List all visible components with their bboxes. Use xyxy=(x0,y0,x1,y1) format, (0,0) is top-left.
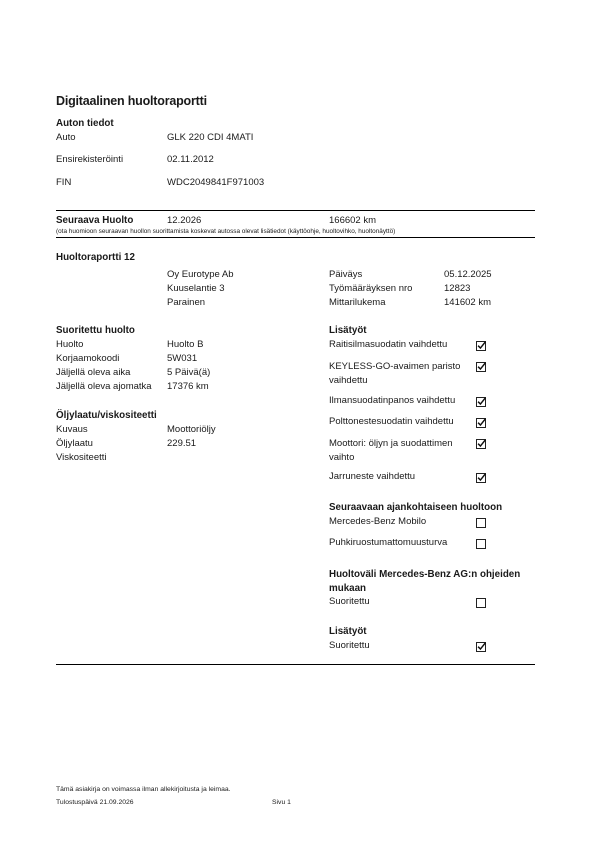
car-model-label: Auto xyxy=(56,132,76,143)
remaining-time-value: 5 Päivä(ä) xyxy=(167,367,211,378)
checkmark-icon xyxy=(477,397,486,406)
fin-value: WDC2049841F971003 xyxy=(167,177,265,188)
oil-quality-value: 229.51 xyxy=(167,438,197,449)
next-service-date: 12.2026 xyxy=(167,215,202,226)
extra-item-label: Ilmansuodatinpanos vaihdettu xyxy=(329,395,456,406)
checkbox-checked[interactable] xyxy=(476,418,486,428)
performed-service-heading: Suoritettu huolto xyxy=(56,325,135,336)
viscosity-label: Viskositeetti xyxy=(56,452,107,463)
checkbox-checked[interactable] xyxy=(476,362,486,372)
workshop-city: Parainen xyxy=(167,297,206,308)
checkbox-checked[interactable] xyxy=(476,642,486,652)
extra-work-heading: Lisätyöt xyxy=(329,325,367,336)
checkmark-icon xyxy=(477,439,486,448)
service-type-value: Huolto B xyxy=(167,339,204,350)
oil-description-value: Moottoriöljy xyxy=(167,424,216,435)
checkbox-checked[interactable] xyxy=(476,341,486,351)
checkmark-icon xyxy=(477,418,486,427)
remaining-time-label: Jäljellä oleva aika xyxy=(56,367,131,378)
extra-item-label: Jarruneste vaihdettu xyxy=(329,471,416,482)
oil-quality-label: Öljylaatu xyxy=(56,438,93,449)
interval-item-label: Suoritettu xyxy=(329,596,370,607)
document-title: Digitaalinen huoltoraportti xyxy=(56,94,207,108)
extra-item-label: KEYLESS-GO-avaimen paristo vaihdettu xyxy=(329,361,461,386)
checkbox-checked[interactable] xyxy=(476,439,486,449)
footer-disclaimer: Tämä asiakirja on voimassa ilman allekirjoitusta ja leimaa. xyxy=(56,786,231,793)
date-label: Päiväys xyxy=(329,269,363,280)
car-model-value: GLK 220 CDI 4MATI xyxy=(167,132,254,143)
remaining-distance-label: Jäljellä oleva ajomatka xyxy=(56,381,152,392)
upcoming-item-label: Puhkiruostumattomuusturva xyxy=(329,537,448,548)
checkmark-icon xyxy=(477,642,486,651)
checkbox-unchecked[interactable] xyxy=(476,539,486,549)
odometer-label: Mittarilukema xyxy=(329,297,386,308)
oil-heading: Öljylaatu/viskositeetti xyxy=(56,410,157,421)
footer-print-date: Tulostuspäivä 21.09.2026 xyxy=(56,799,134,806)
next-service-note: (ota huomioon seuraavan huollon suorittamista koskevat autossa olevat lisätiedot (käyttöohje, huoltovihko, huoltonäyttö) xyxy=(56,228,396,235)
checkmark-icon xyxy=(477,473,486,482)
car-details-heading: Auton tiedot xyxy=(56,118,114,129)
extra-item-label: Polttonestesuodatin vaihdettu xyxy=(329,416,454,427)
checkbox-checked[interactable] xyxy=(476,473,486,483)
extra-item-label: Raitisilmasuodatin vaihdettu xyxy=(329,339,448,350)
workshop-street: Kuuselantie 3 xyxy=(167,283,225,294)
next-service-label: Seuraava Huolto xyxy=(56,215,134,226)
checkmark-icon xyxy=(477,362,486,371)
service-type-label: Huolto xyxy=(56,339,84,350)
work-order-label: Työmääräyksen nro xyxy=(329,283,413,294)
workshop-code-label: Korjaamokoodi xyxy=(56,353,120,364)
content-end-rule xyxy=(56,664,535,665)
workshop-code-value: 5W031 xyxy=(167,353,198,364)
fin-label: FIN xyxy=(56,177,72,188)
first-registration-value: 02.11.2012 xyxy=(167,154,214,165)
work-order-value: 12823 xyxy=(444,283,471,294)
checkbox-unchecked[interactable] xyxy=(476,598,486,608)
footer-page-number: Sivu 1 xyxy=(272,799,291,806)
extra-item-label: Moottori: öljyn ja suodattimen vaihto xyxy=(329,438,453,463)
report-heading: Huoltoraportti 12 xyxy=(56,252,135,263)
oil-description-label: Kuvaus xyxy=(56,424,88,435)
extra-work2-heading: Lisätyöt xyxy=(329,626,367,637)
interval-heading: Huoltoväli Mercedes-Benz AG:n ohjeiden mukaan xyxy=(329,569,521,594)
next-service-km: 166602 km xyxy=(329,215,377,226)
odometer-value: 141602 km xyxy=(444,297,492,308)
first-registration-label: Ensirekisteröinti xyxy=(56,154,124,165)
upcoming-heading: Seuraavaan ajankohtaiseen huoltoon xyxy=(329,502,503,513)
remaining-distance-value: 17376 km xyxy=(167,381,209,392)
date-value: 05.12.2025 xyxy=(444,269,492,280)
workshop-name: Oy Eurotype Ab xyxy=(167,269,234,280)
extra-work2-item-label: Suoritettu xyxy=(329,640,370,651)
checkbox-checked[interactable] xyxy=(476,397,486,407)
next-service-top-rule xyxy=(56,210,535,211)
checkbox-unchecked[interactable] xyxy=(476,518,486,528)
checkmark-icon xyxy=(477,341,486,350)
next-service-bottom-rule xyxy=(56,237,535,238)
upcoming-item-label: Mercedes-Benz Mobilo xyxy=(329,516,427,527)
